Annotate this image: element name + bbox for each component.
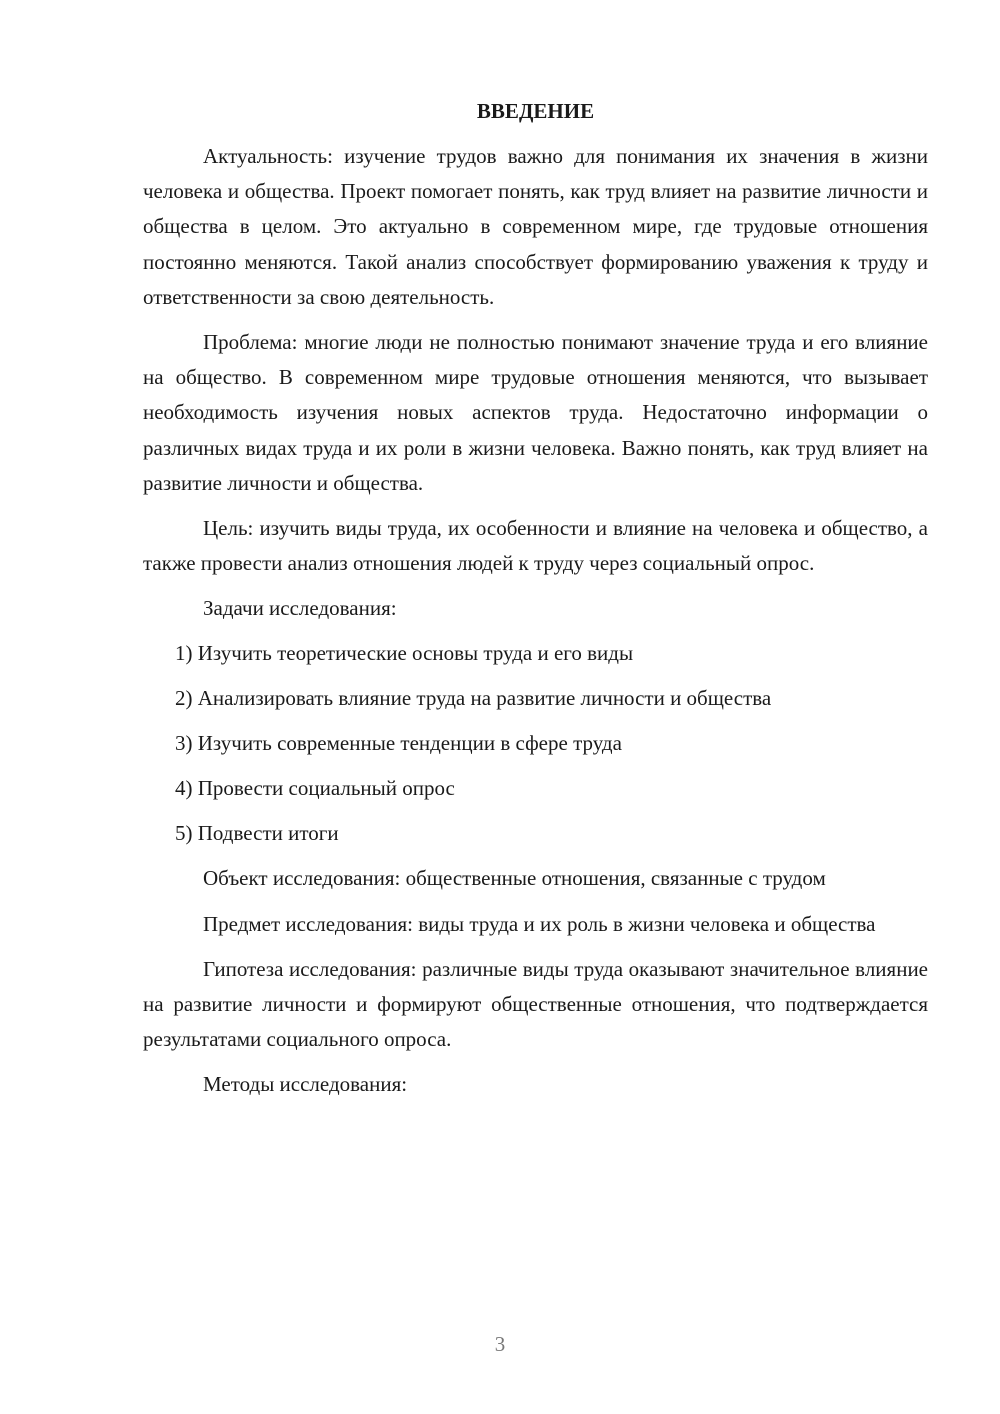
relevance-paragraph: Актуальность: изучение трудов важно для понимания их значения в жизни человека и общества. Проект помогает понять, как труд влияет на развитие личности и общества в целом. Это актуально в современном мире, где трудовые отношения постоянно меняются. Такой анализ способствует формированию уважения к труду и ответственности за свою деятельность. <box>143 144 928 309</box>
problem-paragraph: Проблема: многие люди не полностью понимают значение труда и его влияние на общество. В современном мире трудовые отношения меняются, что вызывает необходимость изучения новых аспектов труда. Недостаточно информации о различных видах труда и их роли в жизни человека. Важно понять, как труд влияет на развитие личности и общества. <box>143 330 928 495</box>
subject-paragraph: Предмет исследования: виды труда и их роль в жизни человека и общества <box>203 911 876 936</box>
tasks-heading: Задачи исследования: <box>203 596 397 621</box>
tasks-list <box>143 636 928 851</box>
methods-heading: Методы исследования: <box>203 1072 408 1097</box>
page-number: 3 <box>494 1332 506 1356</box>
task-item-2: 2) Анализировать влияние труда на развитие личности и общества <box>175 686 772 711</box>
hypothesis-paragraph: Гипотеза исследования: различные виды труда оказывают значительное влияние на развитие личности и формируют общественные отношения, что подтверждается результатами социального опроса. <box>143 956 928 1052</box>
document-page <box>143 96 928 1112</box>
goal-paragraph: Цель: изучить виды труда, их особенности и влияние на человека и общество, а также провести анализ отношения людей к труду через социальный опрос. <box>143 516 928 576</box>
task-item-4: 4) Провести социальный опрос <box>175 776 455 801</box>
task-item-1: 1) Изучить теоретические основы труда и его виды <box>175 641 634 666</box>
object-paragraph: Объект исследования: общественные отношения, связанные с трудом <box>203 866 826 891</box>
page-title: ВВЕДЕНИЕ <box>476 99 595 123</box>
task-item-5: 5) Подвести итоги <box>175 821 339 846</box>
task-item-3: 3) Изучить современные тенденции в сфере труда <box>175 731 622 756</box>
